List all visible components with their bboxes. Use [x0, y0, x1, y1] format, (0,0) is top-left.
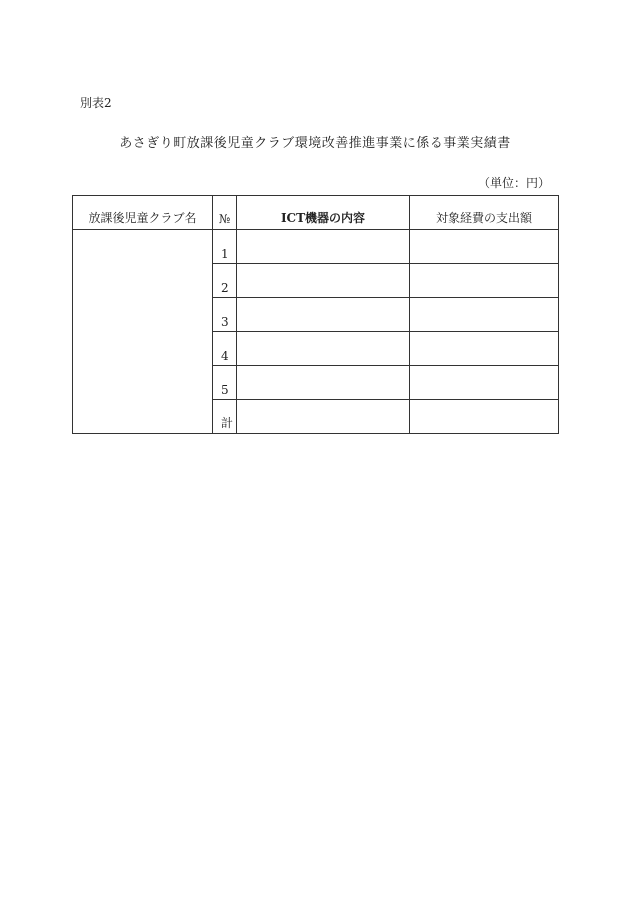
ict-content-cell[interactable]	[237, 264, 410, 298]
row-number: 3	[213, 298, 237, 332]
document-title: あさぎり町放課後児童クラブ環境改善推進事業に係る事業実績書	[119, 136, 511, 151]
expense-cell[interactable]	[410, 230, 559, 264]
table-row	[73, 230, 559, 264]
expense-cell[interactable]	[410, 264, 559, 298]
ict-content-cell[interactable]	[237, 366, 410, 400]
club-name-cell[interactable]	[73, 230, 213, 434]
header-expense: 対象経費の支出額	[410, 196, 559, 230]
ict-content-cell[interactable]	[237, 332, 410, 366]
ict-content-cell[interactable]	[237, 230, 410, 264]
table-header-row	[73, 196, 559, 230]
total-ict-content-cell[interactable]	[237, 400, 410, 434]
expense-cell[interactable]	[410, 298, 559, 332]
unit-note: （単位：円）	[477, 176, 550, 190]
expense-cell[interactable]	[410, 332, 559, 366]
header-no: №	[213, 196, 237, 230]
total-label: 計	[213, 400, 237, 434]
ict-content-cell[interactable]	[237, 298, 410, 332]
row-number: 2	[213, 264, 237, 298]
annex-label: 別表2	[80, 96, 112, 110]
total-expense-cell[interactable]	[410, 400, 559, 434]
performance-table	[72, 195, 559, 434]
row-number: 4	[213, 332, 237, 366]
header-club-name: 放課後児童クラブ名	[73, 196, 213, 230]
row-number: 1	[213, 230, 237, 264]
header-ict-content: ICT機器の内容	[237, 196, 410, 230]
row-number: 5	[213, 366, 237, 400]
expense-cell[interactable]	[410, 366, 559, 400]
